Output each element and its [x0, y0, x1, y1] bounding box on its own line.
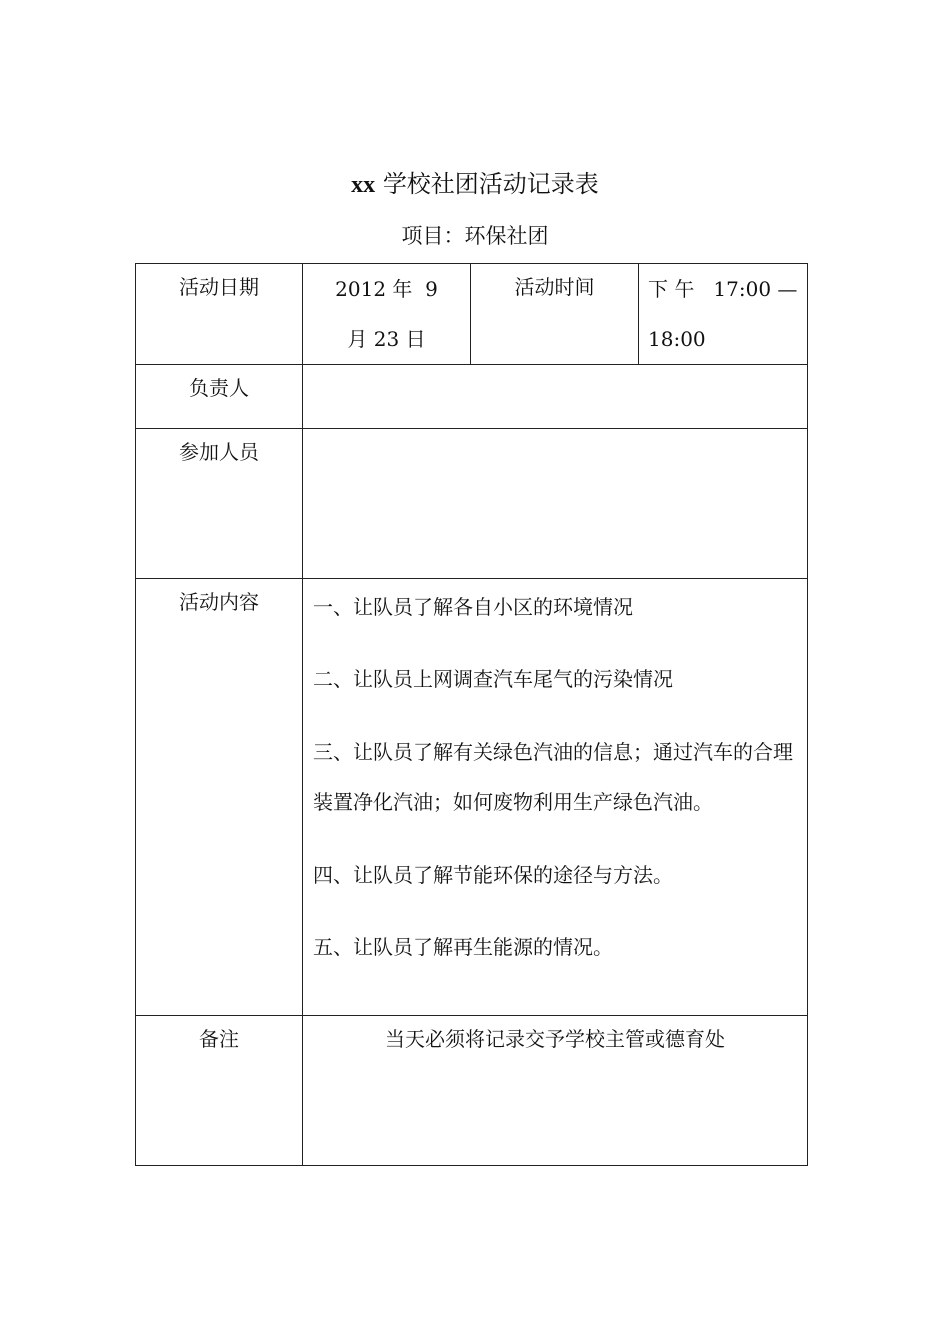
date-line-2: 月 23 日 — [347, 327, 426, 351]
activity-record-table — [135, 263, 808, 1166]
content-item: 四、让队员了解节能环保的途径与方法。 — [313, 863, 673, 887]
date-label: 活动日期 — [136, 264, 303, 365]
content-item: 五、让队员了解再生能源的情况。 — [313, 935, 613, 959]
participants-value — [303, 429, 808, 579]
table-row-participants — [136, 429, 808, 579]
time-label: 活动时间 — [471, 264, 639, 365]
project-subtitle: 项目：环保社团 — [401, 224, 549, 248]
date-value — [303, 264, 471, 365]
leader-value — [303, 365, 808, 429]
time-value — [639, 264, 808, 365]
time-line-1: 下 午 17:00 — — [648, 277, 798, 301]
table-row-date-time — [136, 264, 808, 365]
document-title — [0, 167, 950, 202]
table-row-leader — [136, 365, 808, 429]
time-line-2: 18:00 — [648, 327, 706, 351]
table-row-content — [136, 579, 808, 1016]
title-main: 学校社团活动记录表 — [382, 170, 599, 198]
leader-label: 负责人 — [136, 365, 303, 429]
content-item: 一、让队员了解各自小区的环境情况 — [313, 595, 633, 619]
participants-label: 参加人员 — [136, 429, 303, 579]
content-item: 二、让队员上网调查汽车尾气的污染情况 — [313, 667, 673, 691]
remarks-value: 当天必须将记录交予学校主管或德育处 — [303, 1016, 808, 1166]
title-prefix: xx — [351, 172, 376, 198]
table-row-remarks — [136, 1016, 808, 1166]
content-item: 三、让队员了解有关绿色汽油的信息；通过汽车的合理装置净化汽油；如何废物利用生产绿色汽油。 — [313, 740, 793, 814]
date-line-1: 2012 年 9 — [335, 277, 438, 301]
content-label: 活动内容 — [136, 579, 303, 1016]
remarks-label: 备注 — [136, 1016, 303, 1166]
content-list — [303, 579, 808, 1016]
